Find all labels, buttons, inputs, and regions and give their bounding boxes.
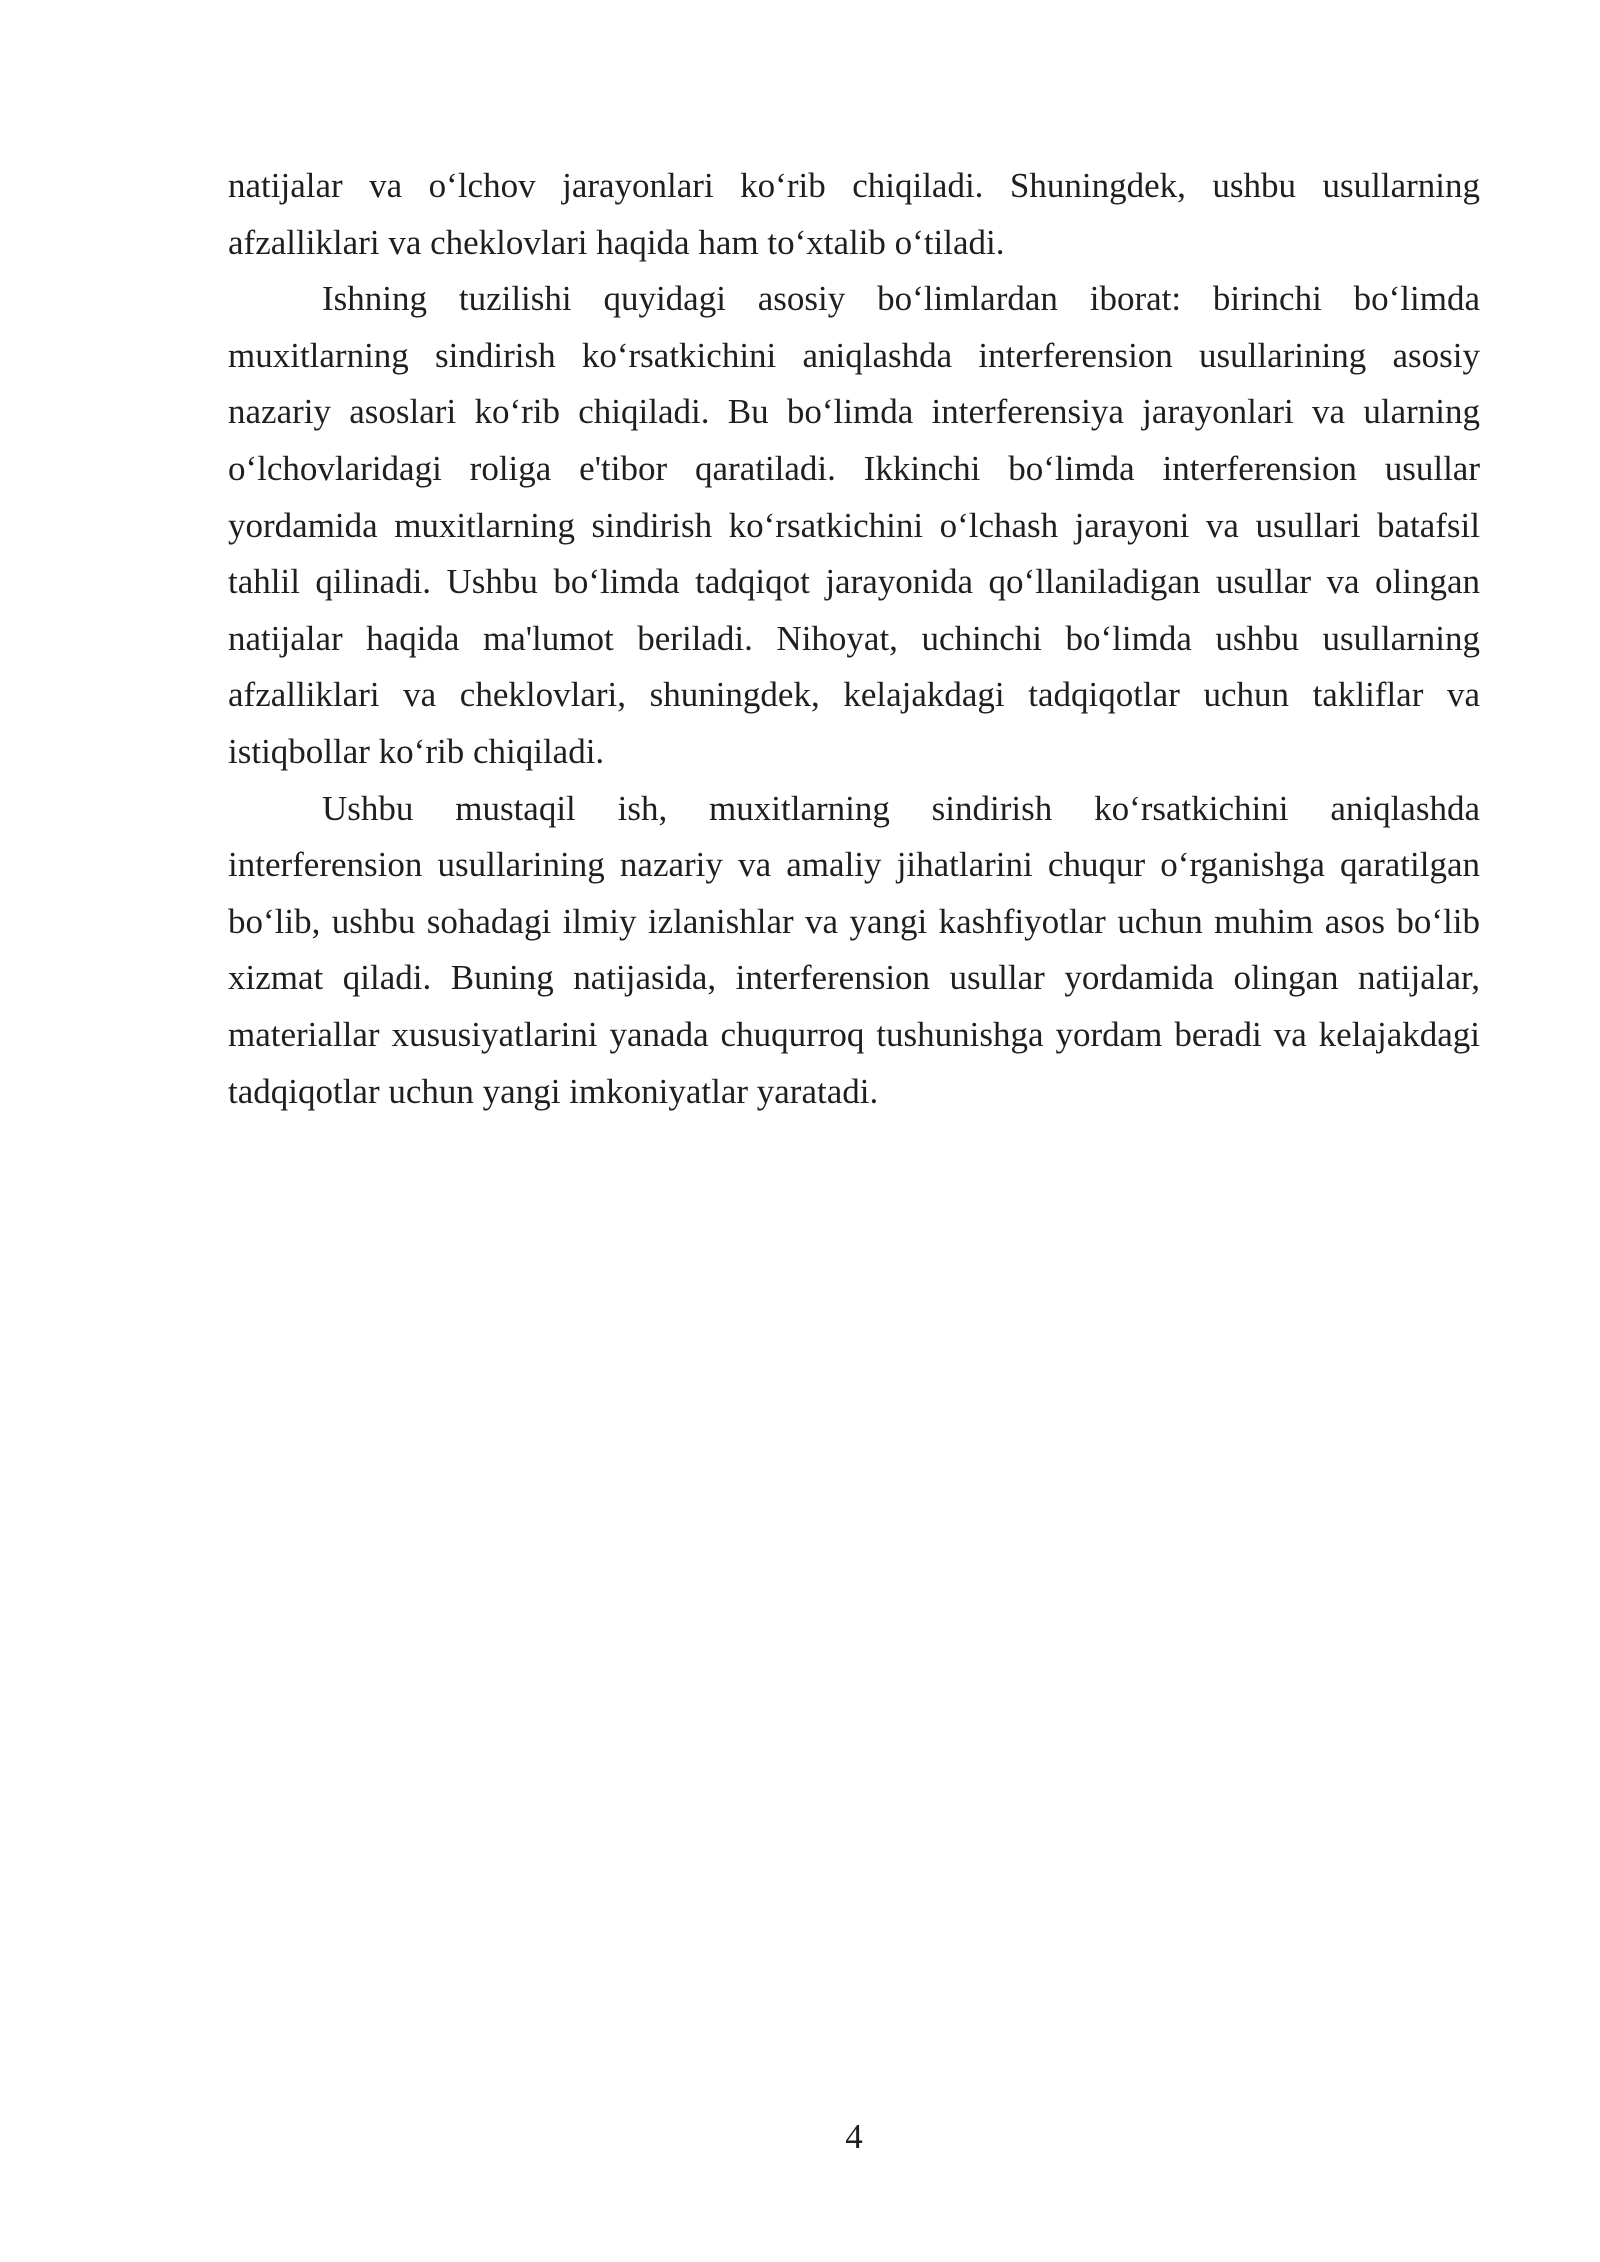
body-text [228, 158, 1480, 1120]
paragraph-continuation: natijalar va o‘lchov jarayonlari ko‘rib chiqiladi. Shuningdek, ushbu usullarning afzalliklari va cheklovlari haqida ham to‘xtalib o‘tiladi. [228, 166, 1480, 262]
paragraph-conclusion: Ushbu mustaqil ish, muxitlarning sindirish ko‘rsatkichini aniqlashda interferension usullarining nazariy va amaliy jihatlarini chuqur o‘rganishga qaratilgan bo‘lib, ushbu sohadagi ilmiy izlanishlar va yangi kashfiyotlar uchun muhim asos bo‘lib xizmat qiladi. Buning natijasida, interferension usullar yordamida olingan natijalar, materiallar xususiyatlarini yanada chuqurroq tushunishga yordam beradi va kelajakdagi tadqiqotlar uchun yangi imkoniyatlar yaratadi. [228, 788, 1480, 1111]
paragraph-structure: Ishning tuzilishi quyidagi asosiy bo‘limlardan iborat: birinchi bo‘limda muxitlarning sindirish ko‘rsatkichini aniqlashda interferension usullarining asosiy nazariy asoslari ko‘rib chiqiladi. Bu bo‘limda interferensiya jarayonlari va ularning o‘lchovlaridagi roliga e'tibor qaratiladi. Ikkinchi bo‘limda interferension usullar yordamida muxitlarning sindirish ko‘rsatkichini o‘lchash jarayoni va usullari batafsil tahlil qilinadi. Ushbu bo‘limda tadqiqot jarayonida qo‘llaniladigan usullar va olingan natijalar haqida ma'lumot beriladi. Nihoyat, uchinchi bo‘limda ushbu usullarning afzalliklari va cheklovlari, shuningdek, kelajakdagi tadqiqotlar uchun takliflar va istiqbollar ko‘rib chiqiladi. [228, 279, 1480, 771]
page-number: 4 [845, 2117, 863, 2156]
